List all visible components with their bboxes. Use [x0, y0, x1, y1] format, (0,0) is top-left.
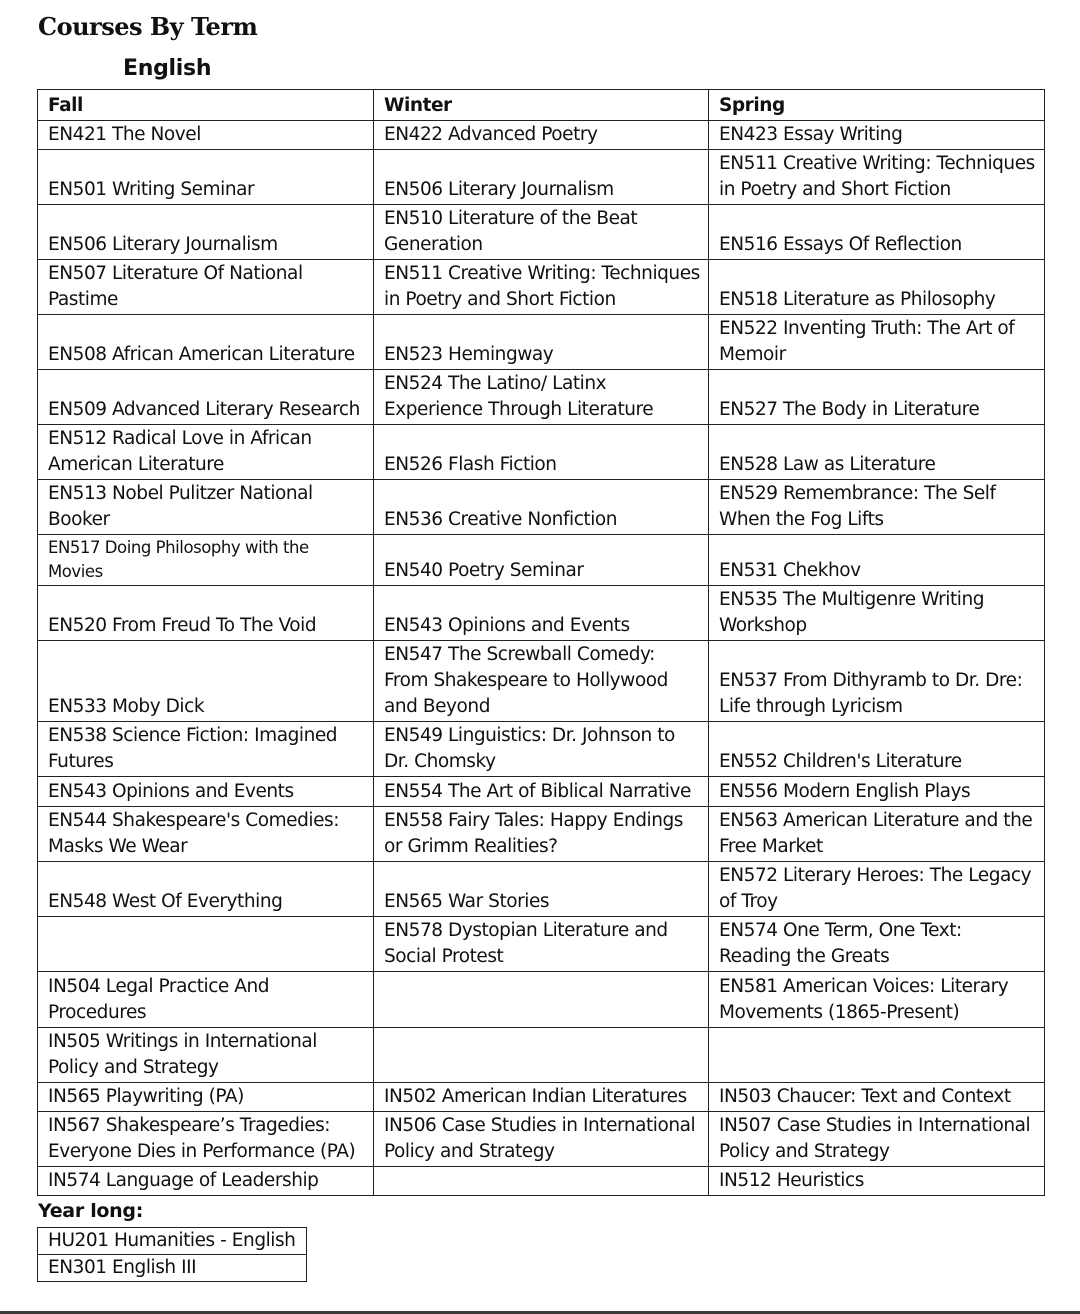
winter-course-cell: EN523 Hemingway [374, 315, 709, 370]
fall-course-cell: EN421 The Novel [38, 121, 374, 150]
table-row [38, 315, 1045, 370]
winter-course-cell: EN578 Dystopian Literature and Social Protest [374, 917, 709, 972]
winter-course-cell: EN506 Literary Journalism [374, 150, 709, 205]
year-long-course-cell: EN301 English III [38, 1255, 307, 1282]
spring-course-cell: IN503 Chaucer: Text and Context [709, 1083, 1045, 1112]
fall-course-cell: IN565 Playwriting (PA) [38, 1083, 374, 1112]
spring-course-cell: EN529 Remembrance: The Self When the Fog Lifts [709, 480, 1045, 535]
spring-course-cell: EN518 Literature as Philosophy [709, 260, 1045, 315]
spring-course-cell: IN507 Case Studies in International Policy and Strategy [709, 1112, 1045, 1167]
fall-course-cell [38, 917, 374, 972]
winter-course-cell: IN506 Case Studies in International Policy and Strategy [374, 1112, 709, 1167]
winter-course-cell: EN549 Linguistics: Dr. Johnson to Dr. Chomsky [374, 722, 709, 777]
table-row [38, 370, 1045, 425]
table-row [38, 586, 1045, 641]
winter-course-cell: EN526 Flash Fiction [374, 425, 709, 480]
spring-course-cell: EN574 One Term, One Text: Reading the Greats [709, 917, 1045, 972]
fall-course-cell: IN567 Shakespeare’s Tragedies: Everyone Dies in Performance (PA) [38, 1112, 374, 1167]
fall-course-cell: EN508 African American Literature [38, 315, 374, 370]
winter-course-cell: EN565 War Stories [374, 862, 709, 917]
spring-course-cell: EN563 American Literature and the Free Market [709, 807, 1045, 862]
fall-course-cell: EN533 Moby Dick [38, 641, 374, 722]
fall-course-cell: EN520 From Freud To The Void [38, 586, 374, 641]
winter-course-cell: EN511 Creative Writing: Techniques in Poetry and Short Fiction [374, 260, 709, 315]
table-row [38, 150, 1045, 205]
table-row [38, 205, 1045, 260]
table-row [38, 1028, 1045, 1083]
table-row [38, 777, 1045, 807]
fall-course-cell: EN512 Radical Love in African American Literature [38, 425, 374, 480]
table-row [38, 425, 1045, 480]
table-row [38, 862, 1045, 917]
spring-course-cell: EN535 The Multigenre Writing Workshop [709, 586, 1045, 641]
spring-course-cell: EN531 Chekhov [709, 535, 1045, 586]
fall-course-cell: EN507 Literature Of National Pastime [38, 260, 374, 315]
winter-course-cell: EN558 Fairy Tales: Happy Endings or Grimm Realities? [374, 807, 709, 862]
fall-course-cell: IN574 Language of Leadership [38, 1167, 374, 1196]
spring-course-cell [709, 1028, 1045, 1083]
spring-course-cell: EN527 The Body in Literature [709, 370, 1045, 425]
spring-course-cell: EN511 Creative Writing: Techniques in Poetry and Short Fiction [709, 150, 1045, 205]
fall-course-cell: EN517 Doing Philosophy with the Movies [38, 535, 374, 586]
spring-course-cell: EN537 From Dithyramb to Dr. Dre: Life through Lyricism [709, 641, 1045, 722]
year-long-table [37, 1227, 307, 1282]
winter-course-cell: EN543 Opinions and Events [374, 586, 709, 641]
fall-course-cell: EN543 Opinions and Events [38, 777, 374, 807]
winter-course-cell: EN536 Creative Nonfiction [374, 480, 709, 535]
table-row [38, 917, 1045, 972]
winter-course-cell [374, 1028, 709, 1083]
fall-course-cell: EN509 Advanced Literary Research [38, 370, 374, 425]
winter-course-cell: EN547 The Screwball Comedy: From Shakespeare to Hollywood and Beyond [374, 641, 709, 722]
table-row [38, 1112, 1045, 1167]
column-header-winter: Winter [374, 90, 709, 121]
table-row [38, 260, 1045, 315]
subject-title: English [123, 56, 212, 81]
fall-course-cell: EN506 Literary Journalism [38, 205, 374, 260]
winter-course-cell: IN502 American Indian Literatures [374, 1083, 709, 1112]
spring-course-cell: EN522 Inventing Truth: The Art of Memoir [709, 315, 1045, 370]
table-row [38, 641, 1045, 722]
winter-course-cell: EN524 The Latino/ Latinx Experience Through Literature [374, 370, 709, 425]
fall-course-cell: EN548 West Of Everything [38, 862, 374, 917]
fall-course-cell: EN538 Science Fiction: Imagined Futures [38, 722, 374, 777]
winter-course-cell: EN540 Poetry Seminar [374, 535, 709, 586]
table-row [38, 1167, 1045, 1196]
table-row [38, 1228, 307, 1255]
spring-course-cell: EN556 Modern English Plays [709, 777, 1045, 807]
table-row [38, 121, 1045, 150]
page-title: Courses By Term [38, 12, 258, 41]
winter-course-cell [374, 1167, 709, 1196]
winter-course-cell: EN554 The Art of Biblical Narrative [374, 777, 709, 807]
fall-course-cell: IN504 Legal Practice And Procedures [38, 972, 374, 1028]
table-row [38, 807, 1045, 862]
winter-course-cell: EN422 Advanced Poetry [374, 121, 709, 150]
spring-course-cell: EN581 American Voices: Literary Movements (1865-Present) [709, 972, 1045, 1028]
fall-course-cell: EN544 Shakespeare's Comedies: Masks We Wear [38, 807, 374, 862]
winter-course-cell: EN510 Literature of the Beat Generation [374, 205, 709, 260]
table-row [38, 1255, 307, 1282]
year-long-course-cell: HU201 Humanities - English [38, 1228, 307, 1255]
year-long-label: Year long: [38, 1200, 143, 1222]
table-header-row [38, 90, 1045, 121]
spring-course-cell: EN516 Essays Of Reflection [709, 205, 1045, 260]
spring-course-cell: EN552 Children's Literature [709, 722, 1045, 777]
table-row [38, 1083, 1045, 1112]
courses-by-term-table [37, 89, 1045, 1196]
column-header-spring: Spring [709, 90, 1045, 121]
fall-course-cell: IN505 Writings in International Policy and Strategy [38, 1028, 374, 1083]
spring-course-cell: IN512 Heuristics [709, 1167, 1045, 1196]
column-header-fall: Fall [38, 90, 374, 121]
winter-course-cell [374, 972, 709, 1028]
spring-course-cell: EN423 Essay Writing [709, 121, 1045, 150]
table-row [38, 722, 1045, 777]
fall-course-cell: EN513 Nobel Pulitzer National Booker [38, 480, 374, 535]
fall-course-cell: EN501 Writing Seminar [38, 150, 374, 205]
table-row [38, 535, 1045, 586]
table-row [38, 972, 1045, 1028]
spring-course-cell: EN528 Law as Literature [709, 425, 1045, 480]
table-row [38, 480, 1045, 535]
spring-course-cell: EN572 Literary Heroes: The Legacy of Troy [709, 862, 1045, 917]
